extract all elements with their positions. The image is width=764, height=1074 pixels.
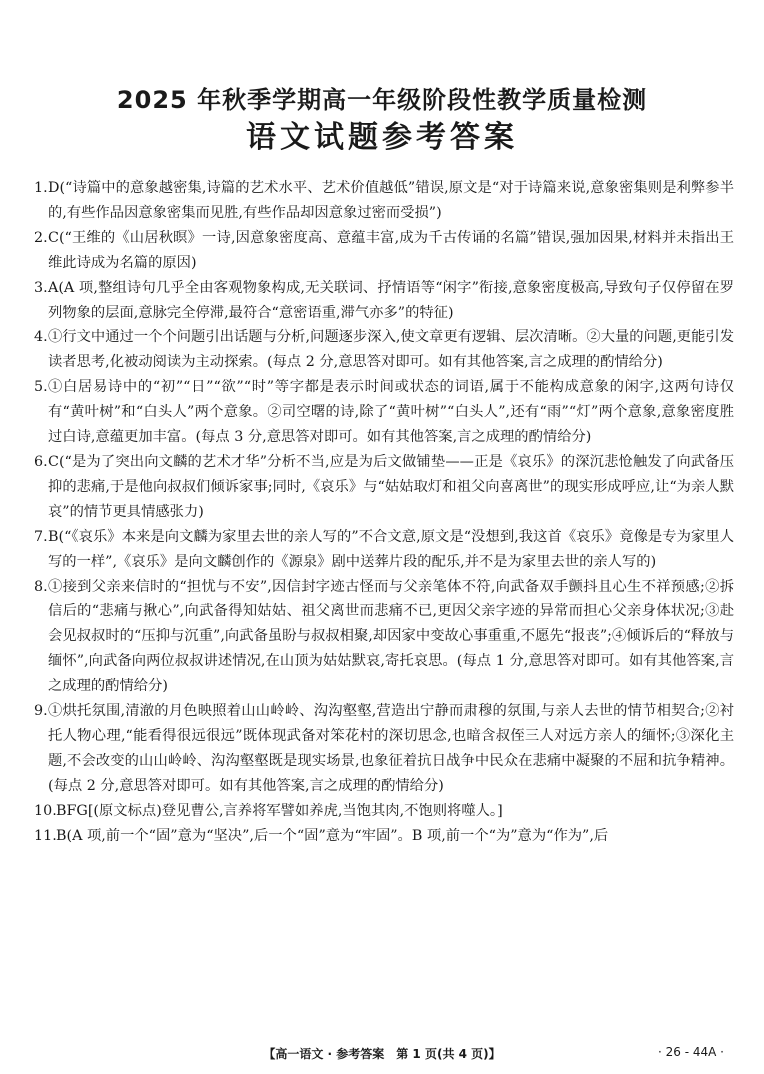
answer-item-4: [34, 325, 734, 375]
answer-item-3: [34, 276, 734, 326]
answer-number: 4.: [34, 329, 48, 346]
answer-text: D(“诗篇中的意象越密集,诗篇的艺术水平、艺术价值越低”错误,原文是“对于诗篇来说,意象密集则是利弊参半的,有些作品因意象密集而见胜,有些作品却因意象过密而受损”): [48, 180, 734, 221]
answer-text: C(“是为了突出向文麟的艺术才华”分析不当,应是为后文做铺垫——正是《哀乐》的深沉悲怆触发了向武备压抑的悲痛,于是他向叔叔们倾诉家事;同时,《哀乐》与“姑姑取灯和祖父向喜离世”的现实形成呼应,让“为亲人默哀”的情节更具情感张力): [48, 453, 734, 520]
answer-item-10: [34, 799, 734, 824]
answer-number: 3.: [34, 279, 48, 296]
answer-text: ①接到父亲来信时的“担忧与不安”,因信封字迹古怪而与父亲笔体不符,向武备双手颤抖且心生不祥预感;②拆信后的“悲痛与揪心”,向武备得知姑姑、祖父离世而悲痛不已,更因父亲字迹的异常而担心父亲身体状况;③赴会见叔叔时的“压抑与沉重”,向武备虽盼与叔叔相聚,却因家中变故心事重重,不愿先“报丧”;④倾诉后的“释放与缅怀”,向武备向两位叔叔讲述情况,在山顶为姑姑默哀,寄托哀思。(每点 1 分,意思答对即可。如有其他答案,言之成理的酌情给分): [48, 578, 734, 695]
answer-item-11: [34, 824, 734, 849]
answer-text: A(A 项,整组诗句几乎全由客观物象构成,无关联词、抒情语等“闲字”衔接,意象密度极高,导致句子仅停留在罗列物象的层面,意脉完全停滞,最符合“意密语重,滞气亦多”的特征): [48, 279, 734, 321]
answer-text: ①白居易诗中的“初”“日”“欲”“时”等字都是表示时间或状态的词语,属于不能构成意象的闲字,这两句诗仅有“黄叶树”和“白头人”两个意象。②司空曙的诗,除了“黄叶树”“白头人”,还有“雨”“灯”两个意象,意象密度胜过白诗,意蕴更加丰富。(每点 3 分,意思答对即可。如有其他答案,言之成理的酌情给分): [48, 379, 734, 446]
footer-exam-code: · 26 - 44A ·: [658, 1045, 724, 1059]
footer-page-info: 【高一语文 · 参考答案 第 1 页(共 4 页)】: [263, 1047, 501, 1061]
answer-item-5: [34, 375, 734, 450]
answer-number: 5.: [34, 379, 48, 396]
answer-item-1: [34, 176, 734, 226]
answer-item-9: [34, 699, 734, 799]
answer-text: B(“《哀乐》本来是向文麟为家里去世的亲人写的”不合文意,原文是“没想到,我这首《哀乐》竟像是专为家里人写的一样”,《哀乐》是向文麟创作的《源泉》剧中送葬片段的配乐,并不是为家里去世的亲人写的): [48, 528, 734, 570]
answer-number: 8.: [34, 578, 48, 595]
answer-number: 9.: [34, 703, 48, 720]
answer-list: [34, 176, 734, 848]
answer-text: C(“王维的《山居秋暝》一诗,因意象密度高、意蕴丰富,成为千古传诵的名篇”错误,强加因果,材料并未指出王维此诗成为名篇的原因): [48, 229, 734, 271]
answer-item-8: [34, 575, 734, 700]
answer-text: ①行文中通过一个个问题引出话题与分析,问题逐步深入,使文章更有逻辑、层次清晰。②大量的问题,更能引发读者思考,化被动阅读为主动探索。(每点 2 分,意思答对即可。如有其他答案,言之成理的酌情给分): [48, 329, 734, 371]
answer-text: ①烘托氛围,清澈的月色映照着山山岭岭、沟沟壑壑,营造出宁静而肃穆的氛围,与亲人去世的情节相契合;②衬托人物心理,“能看得很远很远”既体现武备对笨花村的深切思念,也暗含叔侄三人对远方亲人的缅怀;③深化主题,不会改变的山山岭岭、沟沟壑壑既是现实场景,也象征着抗日战争中民众在悲痛中凝聚的不屈和抗争精神。(每点 2 分,意思答对即可。如有其他答案,言之成理的酌情给分): [48, 703, 734, 794]
answer-item-6: [34, 450, 734, 525]
answer-text: B(A 项,前一个“固”意为“坚决”,后一个“固”意为“牢固”。B 项,前一个“为”意为“作为”,后: [56, 827, 609, 844]
answer-number: 11.: [34, 827, 57, 844]
answer-key-title: 语文试题参考答案: [246, 120, 518, 155]
answer-number: 6.: [34, 453, 48, 470]
answer-item-2: [34, 226, 734, 276]
answer-text: BFG[(原文标点)登见曹公,言养将军譬如养虎,当饱其肉,不饱则将噬人。]: [56, 802, 503, 819]
answer-number: 1.: [34, 180, 48, 196]
exam-title: 2025 年秋季学期高一年级阶段性教学质量检测: [116, 86, 648, 114]
answer-number: 7.: [34, 528, 48, 545]
page-footer: [0, 1045, 764, 1065]
answer-number: 2.: [34, 229, 48, 246]
answer-item-7: [34, 525, 734, 575]
answer-number: 10.: [34, 802, 57, 819]
